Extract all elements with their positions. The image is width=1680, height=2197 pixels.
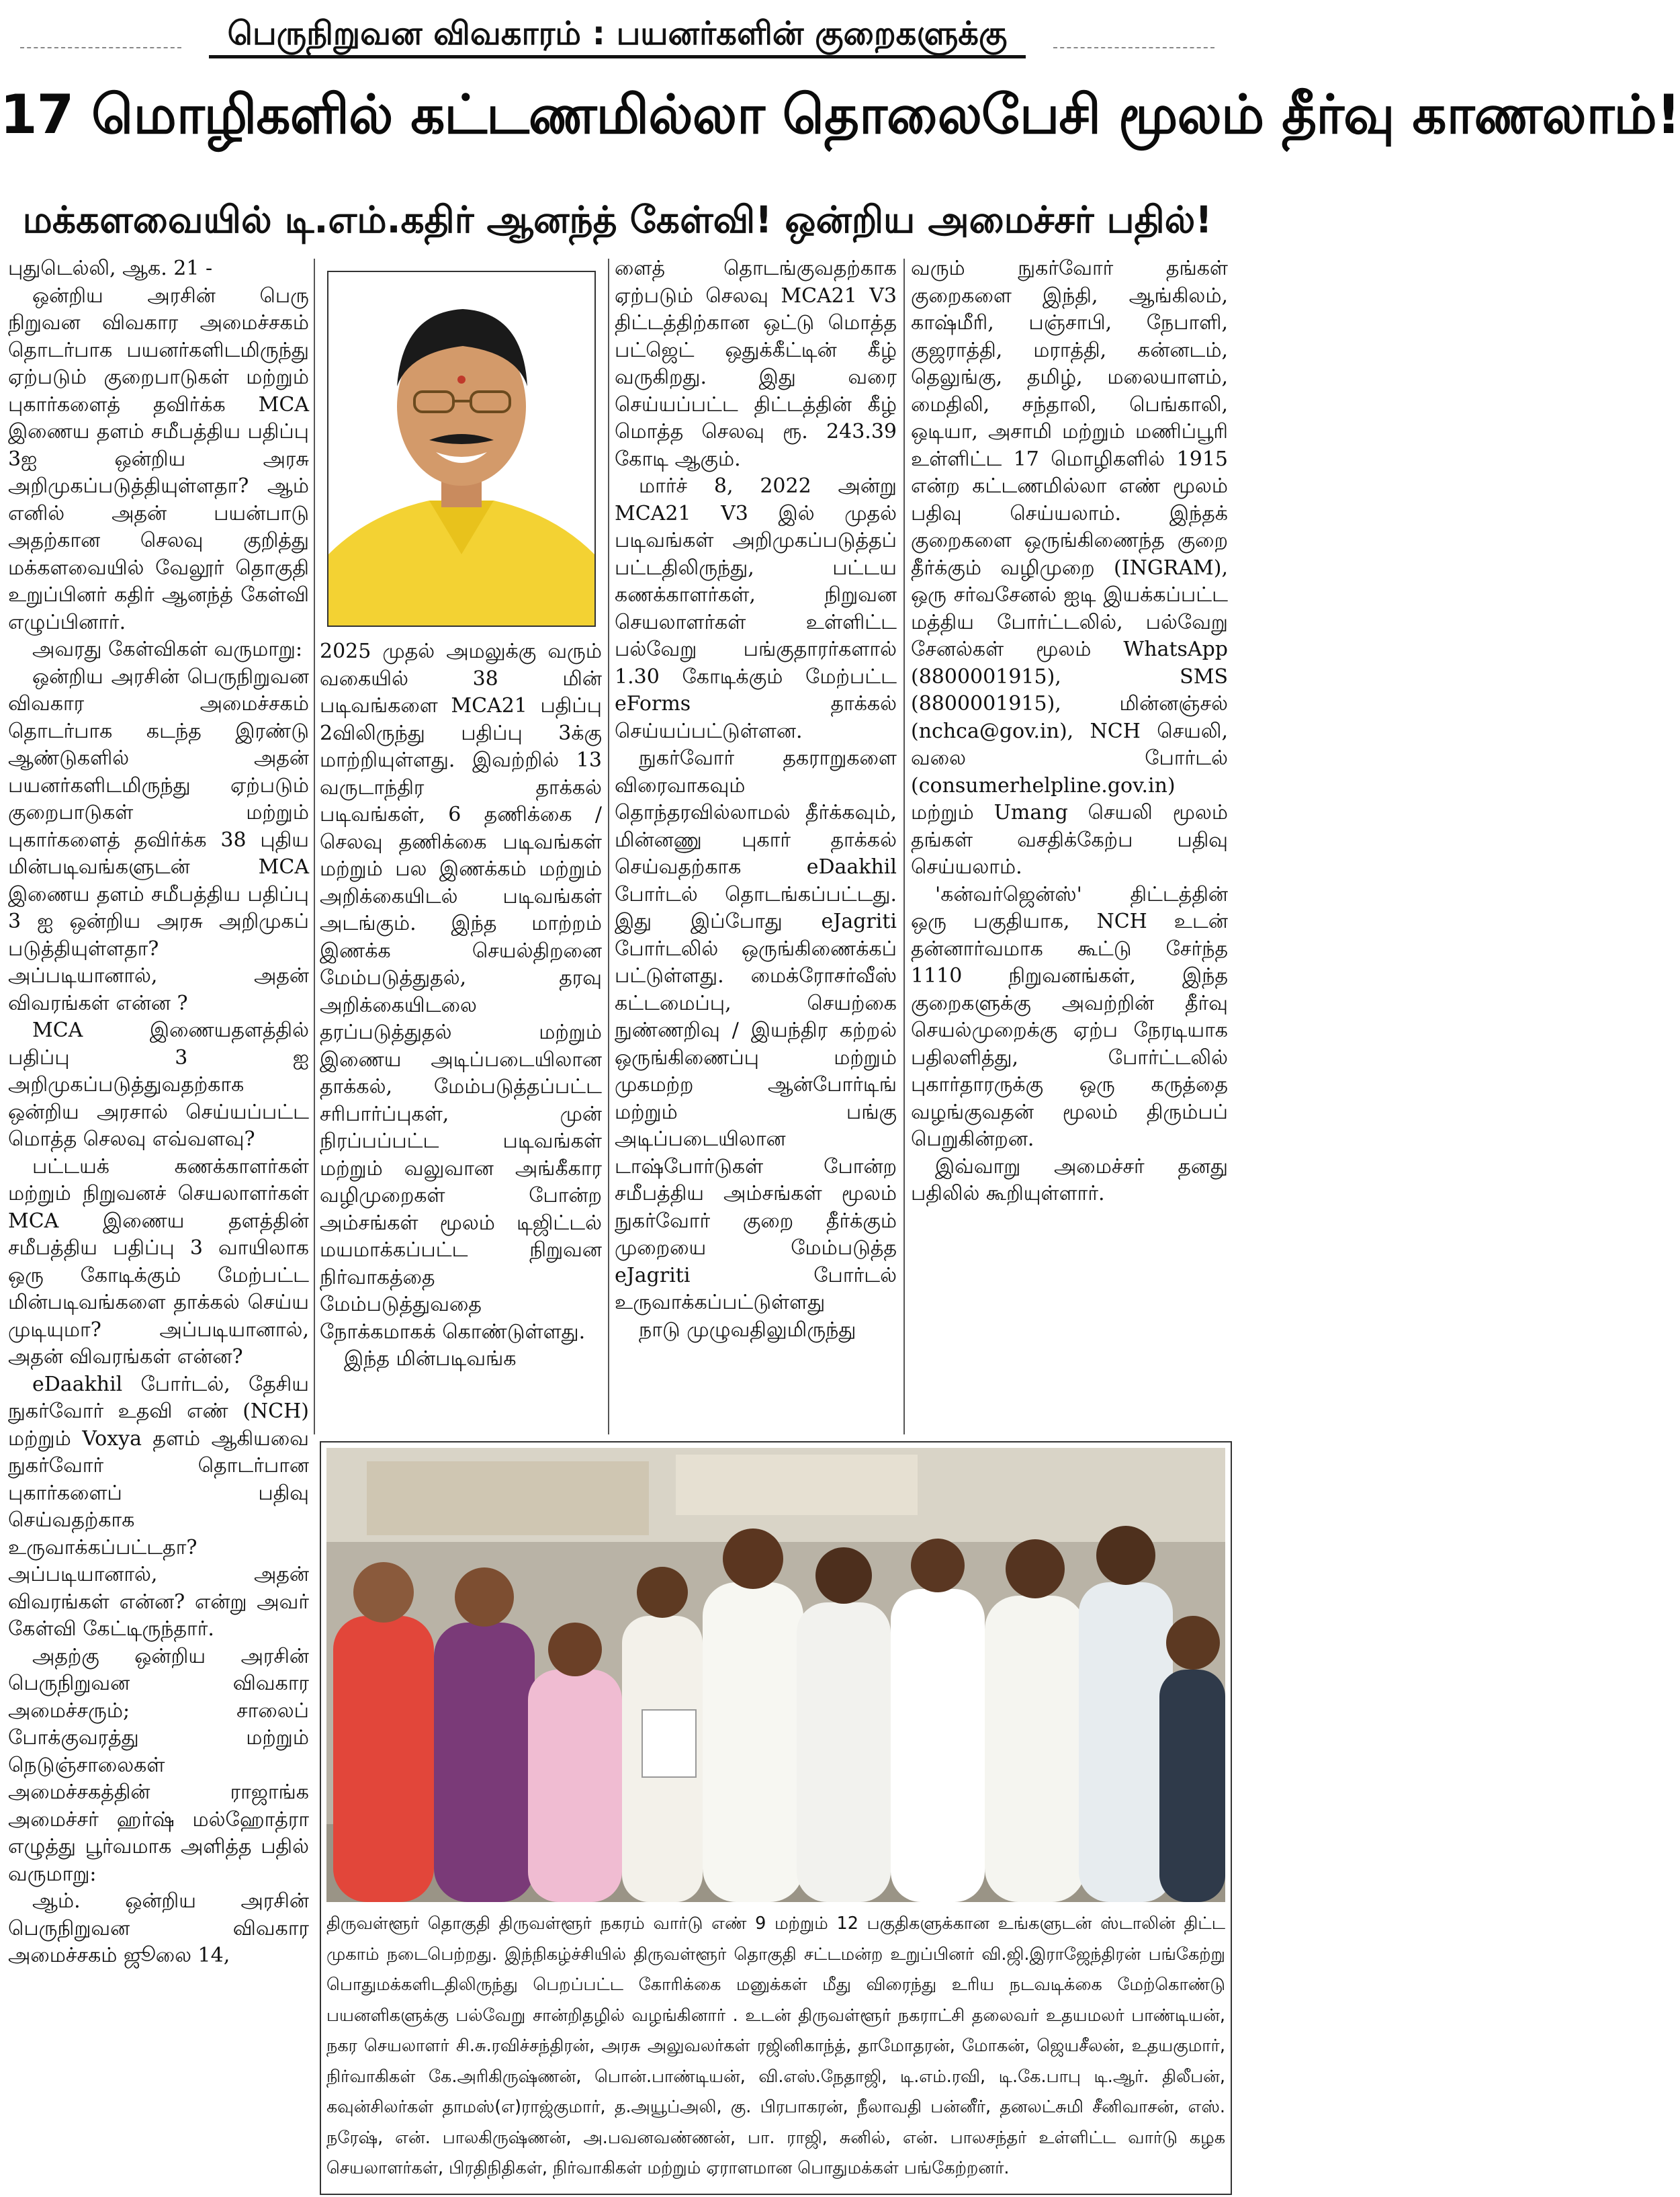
paragraph: அதற்கு ஒன்றிய அரசின் பெருநிறுவன விவகார அமைச்சரும்; சாலைப் போக்குவரத்து மற்றும் நெடுஞ்சாலைகள் அமைச்சகத்தின் ராஜாங்க அமைச்சர் ஹர்ஷ் மல்ஹோத்ரா எழுத்து பூர்வமாக அளித்த பதில் வருமாறு: (8, 1644, 309, 1886)
paragraph: அவரது கேள்விகள் வருமாறு: (32, 638, 303, 661)
event-photo-illustration (326, 1448, 1225, 1902)
article-column-2 (320, 638, 602, 1434)
paragraph: MCA இணையதளத்தில் பதிப்பு 3 ஐ அறிமுகப்படுத்துவதற்காக ஒன்றிய அரசால் செய்யப்பட்ட மொத்த செலவு எவ்வளவு? (8, 1019, 309, 1151)
section-kicker (0, 0, 1235, 67)
portrait-photo (327, 271, 596, 627)
kicker-text: பெருநிறுவன விவகாரம் : பயனர்களின் குறைகளுக்கு (209, 12, 1026, 58)
paragraph: eDaakhil போர்டல், தேசிய நுகர்வோர் உதவி எண் (NCH) மற்றும் Voxya தளம் ஆகியவை நுகர்வோர் தொடர்பான புகார்களைப் பதிவு செய்வதற்காக உருவாக்கப்பட்டதா? அப்படியானால், அதன் விவரங்கள் என்ன? என்று அவர் கேள்வி கேட்டிருந்தார். (8, 1372, 309, 1641)
article-column-1 (8, 255, 309, 2190)
subheadline: மக்களவையில் டி.எம்.கதிர் ஆனந்த் கேள்வி! ஒன்றிய அமைச்சர் பதில்! (22, 198, 1212, 241)
column-rule (314, 259, 315, 1434)
paragraph: ஒன்றிய அரசின் பெருநிறுவன விவகார அமைச்சகம் தொடர்பாக கடந்த இரண்டு ஆண்டுகளில் அதன் பயனர்களிடமிருந்து ஏற்படும் குறைபாடுகள் மற்றும் புகார்களைத் தவிர்க்க 38 புதிய மின்படிவங்களுடன் MCA இணைய தளம் சமீபத்திய பதிப்பு 3 ஐ ஒன்றிய அரசு அறிமுகப் படுத்தியுள்ளதா? அப்படியானால், அதன் விவரங்கள் என்ன ? (8, 664, 309, 1015)
dateline: புதுடெல்லி, ஆக. 21 - (8, 257, 213, 280)
portrait-illustration (328, 272, 594, 626)
paragraph: நாடு முழுவதிலுமிருந்து (639, 1318, 856, 1342)
column-rule (608, 259, 609, 1434)
paragraph: நுகர்வோர் தகராறுகளை விரைவாகவும் தொந்தரவில்லாமல் தீர்க்கவும், மின்னணு புகார் தாக்கல் செய்வதற்காக eDaakhil போர்டல் தொடங்கப்பட்டது. இது இப்போது eJagriti போர்டலில் ஒருங்கிணைக்கப் பட்டுள்ளது. மைக்ரோசர்வீஸ் கட்டமைப்பு, செயற்கை நுண்ணறிவு / இயந்திர கற்றல் ஒருங்கிணைப்பு மற்றும் முகமற்ற ஆன்போர்டிங் மற்றும் பங்கு அடிப்படையிலான டாஷ்போர்டுகள் போன்ற சமீபத்திய அம்சங்கள் மூலம் நுகர்வோர் குறை தீர்க்கும் முறையை மேம்படுத்த eJagriti போர்டல் உருவாக்கப்பட்டுள்ளது (615, 746, 897, 1314)
headline: 17 மொழிகளில் கட்டணமில்லா தொலைபேசி மூலம் தீர்வு காணலாம்! (0, 83, 1680, 146)
event-photo (326, 1448, 1225, 1902)
event-photo-box (320, 1441, 1232, 2195)
paragraph: இந்த மின்படிவங்க (344, 1347, 517, 1371)
paragraph: ஒன்றிய அரசின் பெரு நிறுவன விவகார அமைச்சகம் தொடர்பாக பயனர்களிடமிருந்து ஏற்படும் குறைபாடுகள் மற்றும் புகார்களைத் தவிர்க்க MCA இணைய தளம் சமீபத்திய பதிப்பு 3ஐ ஒன்றிய அரசு அறிமுகப்படுத்தியுள்ளதா? ஆம் எனில் அதன் பயன்பாடு அதற்கான செலவு குறித்து மக்களவையில் வேலூர் தொகுதி உறுப்பினர் கதிர் ஆனந்த் கேள்வி எழுப்பினார். (8, 284, 309, 634)
paragraph: ஆம். ஒன்றிய அரசின் பெருநிறுவன விவகார அமைச்சகம் ஜூலை 14, (8, 1889, 309, 1967)
photo-caption: திருவள்ளூர் தொகுதி திருவள்ளூர் நகரம் வார்டு எண் 9 மற்றும் 12 பகுதிகளுக்கான உங்களுடன் ஸ்டாலின் திட்ட முகாம் நடைபெற்றது. இந்நிகழ்ச்சியில் திருவள்ளூர் தொகுதி சட்டமன்ற உறுப்பினர் வி.ஜி.இராஜேந்திரன் பங்கேற்று பொதுமக்களிடதிலிருந்து பெறப்பட்ட கோரிக்கை மனுக்கள் மீது விரைந்து உரிய நடவடிக்கை மேற்கொண்டு பயனளிகளுக்கு பல்வேறு சான்றிதழில் வழங்கினார் . உடன் திருவள்ளூர் நகராட்சி தலைவர் உதயமலர் பாண்டியன், நகர செயலாளர் சி.சு.ரவிச்சந்திரன், அரசு அலுவலர்கள் ரஜினிகாந்த், தாமோதரன், மோகன், ஜெயசீலன், உதயகுமார், நிர்வாகிகள் கே.அரிகிருஷ்ணன், பொன்.பாண்டியன், வி.எஸ்.நேதாஜி, டி.எம்.ரவி, டி.கே.பாபு டி.ஆர். திலீபன், கவுன்சிலர்கள் தாமஸ்(எ)ராஜ்குமார், த.அயூப்அலி, கு. பிரபாகரன், நீலாவதி பன்னீர், தனலட்சுமி சீனிவாசன், எஸ். நரேஷ், என். பாலகிருஷ்ணன், அ.பவனவண்ணன், பா. ராஜி, சுனில், என். பாலசந்தர் உள்ளிட்ட வார்டு கழக செயலாளர்கள், பிரதிநிதிகள், நிர்வாகிகள் மற்றும் ஏராளமான பொதுமக்கள் பங்கேற்றனர். (326, 1913, 1225, 2178)
paragraph: 'கன்வர்ஜென்ஸ்' திட்டத்தின் ஒரு பகுதியாக, NCH உடன் தன்னார்வமாக கூட்டு சேர்ந்த 1110 நிறுவனங்கள், இந்த குறைகளுக்கு அவற்றின் தீர்வு செயல்முறைக்கு ஏற்ப நேரடியாக பதிலளித்து, போர்ட்டலில் புகார்தாரருக்கு ஒரு கருத்தை வழங்குவதன் மூலம் திரும்பப் பெறுகின்றன. (911, 882, 1228, 1151)
paragraph: 2025 முதல் அமலுக்கு வரும் வகையில் 38 மின் படிவங்களை MCA21 பதிப்பு 2விலிருந்து பதிப்பு 3க்கு மாற்றியுள்ளது. இவற்றில் 13 வருடாந்திர தாக்கல் படிவங்கள், 6 தணிக்கை /செலவு தணிக்கை படிவங்கள் மற்றும் பல இணக்கம் மற்றும் அறிக்கையிடல் படிவங்கள் அடங்கும். இந்த மாற்றம் இணக்க செயல்திறனை மேம்படுத்துதல், தரவு அறிக்கையிடலை தரப்படுத்துதல் மற்றும் இணைய அடிப்படையிலான தாக்கல், மேம்படுத்தப்பட்ட சரிபார்ப்புகள், முன் நிரப்பப்பட்ட படிவங்கள் மற்றும் வலுவான அங்கீகார வழிமுறைகள் போன்ற அம்சங்கள் மூலம் டிஜிட்டல் மயமாக்கப்பட்ட நிறுவன நிர்வாகத்தை மேம்படுத்துவதை நோக்கமாகக் கொண்டுள்ளது. (320, 640, 602, 1344)
article-column-3 (615, 255, 897, 1434)
paragraph: பட்டயக் கணக்காளர்கள் மற்றும் நிறுவனச் செயலாளர்கள் MCA இணைய தளத்தின் சமீபத்திய பதிப்பு 3 வாயிலாக ஒரு கோடிக்கும் மேற்பட்ட மின்படிவங்களை தாக்கல் செய்ய முடியுமா? அப்படியானால், அதன் விவரங்கள் என்ன? (8, 1154, 309, 1369)
paragraph: வரும் நுகர்வோர் தங்கள் குறைகளை இந்தி, ஆங்கிலம், காஷ்மீரி, பஞ்சாபி, நேபாளி, குஜராத்தி, மராத்தி, கன்னடம், தெலுங்கு, தமிழ், மலையாளம், மைதிலி, சந்தாலி, பெங்காலி, ஒடியா, அசாமி மற்றும் மணிப்பூரி உள்ளிட்ட 17 மொழிகளில் 1915 என்ற கட்டணமில்லா எண் மூலம் பதிவு செய்யலாம். இந்தக் குறைகளை ஒருங்கிணைந்த குறை தீர்க்கும் வழிமுறை (INGRAM), ஒரு சர்வசேனல் ஐடி இயக்கப்பட்ட மத்திய போர்ட்டலில், பல்வேறு சேனல்கள் மூலம் WhatsApp (8800001915), SMS (8800001915), மின்னஞ்சல் (nchca@gov.in), NCH செயலி, வலை போர்டல் (consumerhelpline.gov.in) மற்றும் Umang செயலி மூலம் தங்கள் வசதிக்கேற்ப பதிவு செய்யலாம். (911, 257, 1228, 879)
paragraph: இவ்வாறு அமைச்சர் தனது பதிலில் கூறியுள்ளார். (911, 1154, 1228, 1205)
paragraph: ளைத் தொடங்குவதற்காக ஏற்படும் செலவு MCA21 V3 திட்டத்திற்கான ஒட்டு மொத்த பட்ஜெட் ஒதுக்கீட்டின் கீழ் வருகிறது. இது வரை செய்யப்பட்ட திட்டத்தின் கீழ் மொத்த செலவு ரூ. 243.39 கோடி ஆகும். (615, 257, 897, 471)
paragraph: மார்ச் 8, 2022 அன்று MCA21 V3 இல் முதல் படிவங்கள் அறிமுகப்படுத்தப் பட்டதிலிருந்து, பட்டய கணக்காளர்கள், நிறுவன செயலாளர்கள் உள்ளிட்ட பல்வேறு பங்குதாரர்களால் 1.30 கோடிக்கும் மேற்பட்ட eForms தாக்கல் செய்யப்பட்டுள்ளன. (615, 474, 897, 743)
article-column-4 (911, 255, 1228, 1434)
column-rule (903, 259, 905, 1434)
